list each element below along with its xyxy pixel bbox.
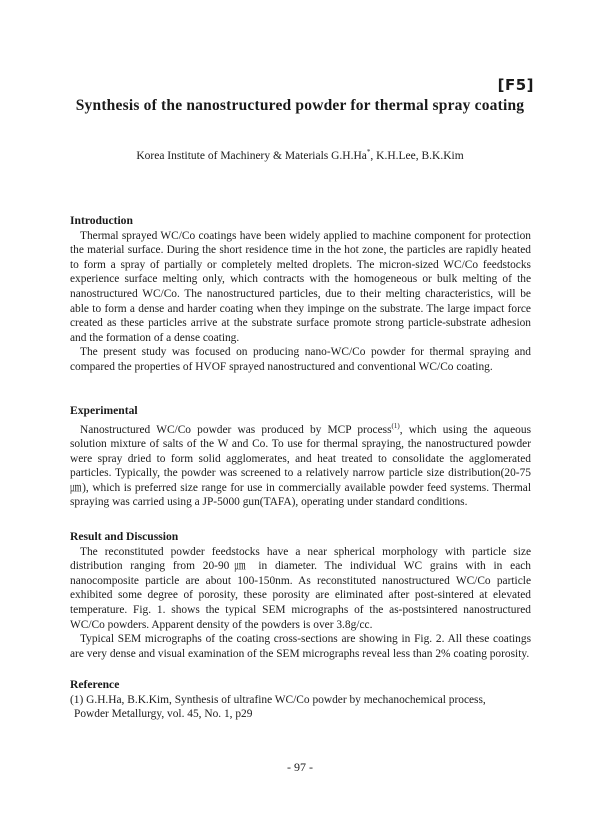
experimental-text-b: , which using the aqueous solution mixture of salts of the W and Co. To use for thermal spraying, the nanostructured powder were spray dried to form solid agglomerates, and heat treated to consolidate the agglomerated particles. Typically, the powder was screened to a relatively narrow particle size distribution(20-75㎛), which is preferred size range for use in commercially available powder feed systems. Thermal spraying was carried using a JP-5000 gun(TAFA), operating under standard conditions. bbox=[70, 423, 532, 509]
corresponding-mark: * bbox=[366, 148, 371, 156]
author-affiliation: Korea Institute of Machinery & Materials G.H.Ha bbox=[136, 149, 367, 162]
result-paragraph-1: The reconstituted powder feedstocks have a near spherical morphology with particle size distribution ranging from 20-90㎛ in diameter. The individual WC grains with in each nanocomposite particle are about 100-150nm. As reconstituted nanostructured WC/Co particle exhibited some degree of porosity, these porosity are eliminated after post-sintered at elevated temperature. Fig. 1. shows the typical SEM micrographs of the as-postsintered nanostructured WC/Co powders. Apparent density of the powders is over 3.8g/cc. bbox=[70, 545, 531, 631]
reference-item-1: (1) G.H.Ha, B.K.Kim, Synthesis of ultrafine WC/Co powder by mechanochemical process, bbox=[70, 693, 486, 706]
reference-section bbox=[70, 678, 531, 722]
introduction-heading: Introduction bbox=[70, 214, 133, 227]
result-heading: Result and Discussion bbox=[70, 530, 179, 543]
result-section bbox=[70, 530, 531, 661]
experimental-text-a: Nanostructured WC/Co powder was produced by MCP process bbox=[80, 423, 392, 436]
experimental-heading: Experimental bbox=[70, 404, 138, 417]
page-number: - 97 - bbox=[287, 760, 313, 774]
author-names: , K.H.Lee, B.K.Kim bbox=[370, 149, 464, 162]
introduction-paragraph-2: The present study was focused on producing nano-WC/Co powder for thermal spraying and compared the properties of HVOF sprayed nanostructured and conventional WC/Co coating. bbox=[70, 346, 531, 373]
experimental-paragraph bbox=[70, 419, 531, 510]
result-paragraph-2: Typical SEM micrographs of the coating cross-sections are showing in Fig. 2. All these coatings are very dense and visual examination of the SEM micrographs reveal less than 2% coating porosity. bbox=[70, 633, 531, 660]
author-line bbox=[0, 148, 600, 162]
introduction-paragraph-1: Thermal sprayed WC/Co coatings have been widely applied to machine component for protection the material surface. During the short residence time in the hot zone, the particles are rapidly heated to form a spray of partially or completely melted droplets. The micron-sized WC/Co feedstocks experience surface melting only, which contracts with the homogeneous or bulk melting of the nanostructured WC/Co. The nanostructured particles, due to their melting characteristics, will be able to form a dense and harder coating when they impinge on the substrate. The large impact force created as these particles arrive at the substrate surface promote strong particle-substrate adhesion and the formation of a dense coating. bbox=[70, 229, 531, 344]
paper-title: Synthesis of the nanostructured powder for thermal spray coating bbox=[75, 97, 525, 114]
introduction-section bbox=[70, 214, 531, 375]
experimental-section bbox=[70, 404, 531, 510]
section-tag: [F5] bbox=[497, 76, 534, 94]
reference-heading: Reference bbox=[70, 678, 120, 691]
citation-1: (1) bbox=[391, 421, 400, 430]
reference-item-1-cont: Powder Metallurgy, vol. 45, No. 1, p29 bbox=[74, 708, 253, 721]
